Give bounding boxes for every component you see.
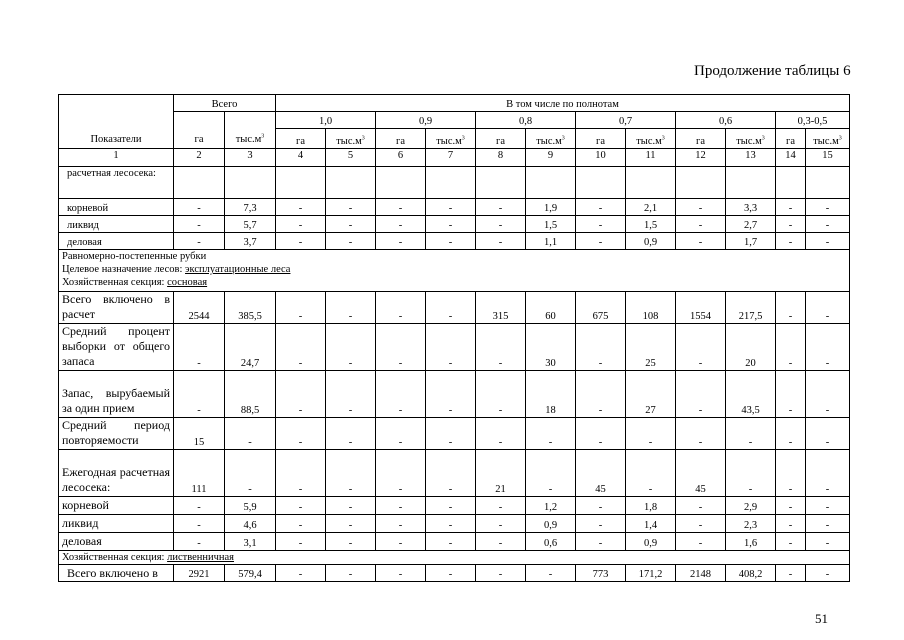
table-cell: 579,4 [225, 565, 276, 582]
table-cell: - [806, 533, 850, 551]
table-cell [426, 167, 476, 199]
header-unit-vol: $тыс.м^3$ [726, 129, 776, 149]
header-unit-vol: $тыс.м^3$ [626, 129, 676, 149]
table-cell: 0,9 [526, 515, 576, 533]
table-cell: - [174, 233, 225, 250]
table-cell: - [326, 233, 376, 250]
column-number: 8 [476, 149, 526, 167]
table-row [59, 533, 850, 551]
table-cell: 2,7 [726, 216, 776, 233]
table-cell: - [576, 497, 626, 515]
table-cell: - [326, 216, 376, 233]
table-cell: 675 [576, 292, 626, 324]
table-cell: 3,1 [225, 533, 276, 551]
section-header-2-text: Хозяйственная секция: лиственничная [59, 551, 850, 565]
table-cell: - [476, 324, 526, 371]
row-label: расчетная лесосека: [59, 167, 174, 199]
table-cell: - [326, 418, 376, 450]
row-label: Запас, вырубаемый за один прием [59, 371, 174, 418]
row-label: деловая [59, 533, 174, 551]
table-cell: - [806, 324, 850, 371]
table-cell: - [326, 515, 376, 533]
table-cell: 2148 [676, 565, 726, 582]
table-row [59, 292, 850, 324]
table-cell: 4,6 [225, 515, 276, 533]
header-total-ha: га [174, 112, 225, 149]
table-cell: 20 [726, 324, 776, 371]
table-cell: - [174, 371, 225, 418]
row-label: Средний процент выборки от общего запаса [59, 324, 174, 371]
table-cell: - [426, 515, 476, 533]
header-density-6: 0,3-0,5 [776, 112, 850, 129]
table-cell: 217,5 [726, 292, 776, 324]
header-total-vol: $тыс.м^3$ [225, 112, 276, 149]
column-number: 15 [806, 149, 850, 167]
column-number: 12 [676, 149, 726, 167]
header-by-density: В том числе по полнотам [276, 95, 850, 112]
table-cell [726, 167, 776, 199]
table-cell: - [174, 515, 225, 533]
table-cell: - [225, 418, 276, 450]
column-number: 2 [174, 149, 225, 167]
header-unit-vol: $тыс.м^3$ [806, 129, 850, 149]
table-cell [225, 167, 276, 199]
column-number: 6 [376, 149, 426, 167]
table-cell: 1,9 [526, 199, 576, 216]
row-label: деловая [59, 233, 174, 250]
table-cell: - [726, 450, 776, 497]
column-number: 7 [426, 149, 476, 167]
header-unit-ha: га [676, 129, 726, 149]
table-cell: 2544 [174, 292, 225, 324]
table-cell: 24,7 [225, 324, 276, 371]
table-cell: 385,5 [225, 292, 276, 324]
table-cell: - [376, 450, 426, 497]
table-cell: - [376, 418, 426, 450]
table-cell: 1,4 [626, 515, 676, 533]
table-cell: - [376, 533, 426, 551]
table-cell: - [326, 450, 376, 497]
table-cell: 60 [526, 292, 576, 324]
column-number: 11 [626, 149, 676, 167]
table-cell: 2,9 [726, 497, 776, 515]
table-cell [526, 167, 576, 199]
table-cell: - [676, 371, 726, 418]
table-cell: 1,8 [626, 497, 676, 515]
table-cell: 315 [476, 292, 526, 324]
table-cell [276, 167, 326, 199]
table-cell: - [726, 418, 776, 450]
table-cell: 108 [626, 292, 676, 324]
table-row [59, 233, 850, 250]
header-density-4: 0,7 [576, 112, 676, 129]
table-cell: 2,1 [626, 199, 676, 216]
table-cell: - [776, 324, 806, 371]
table-cell: - [576, 418, 626, 450]
table-cell: - [576, 324, 626, 371]
table-cell: 27 [626, 371, 676, 418]
table-cell: - [376, 324, 426, 371]
section-header-1-text: Равномерно-постепенные рубки Целевое назначение лесов: эксплуатационные леса Хозяйственная секция: сосновая [59, 250, 850, 292]
table-cell: - [676, 533, 726, 551]
table-cell: - [276, 216, 326, 233]
table-cell: - [776, 533, 806, 551]
table-cell: - [174, 199, 225, 216]
table-cell: - [776, 515, 806, 533]
header-row-densities [59, 112, 850, 129]
table-cell: 7,3 [225, 199, 276, 216]
table-cell: - [376, 216, 426, 233]
table-cell: - [426, 371, 476, 418]
table-cell: - [426, 418, 476, 450]
table-cell: - [376, 199, 426, 216]
section-header-2 [59, 551, 850, 565]
table-cell: 18 [526, 371, 576, 418]
table-cell: - [426, 292, 476, 324]
table-cell [326, 167, 376, 199]
table-cell: 88,5 [225, 371, 276, 418]
row-label: Всего включено в [59, 565, 174, 582]
table-cell: 1,6 [726, 533, 776, 551]
table-cell: - [276, 199, 326, 216]
table-row [59, 565, 850, 582]
row-label: Всего включено в расчет [59, 292, 174, 324]
table-cell: - [376, 515, 426, 533]
table-cell: 45 [576, 450, 626, 497]
table-cell: - [626, 418, 676, 450]
table-cell: - [676, 418, 726, 450]
header-indicators: Показатели [59, 95, 174, 149]
table-cell: - [576, 515, 626, 533]
header-density-2: 0,9 [376, 112, 476, 129]
table-row [59, 324, 850, 371]
forest-density-table [58, 94, 850, 582]
table-cell: - [676, 324, 726, 371]
table-cell: - [476, 418, 526, 450]
table-cell: - [676, 216, 726, 233]
table-cell: 111 [174, 450, 225, 497]
table-cell: - [276, 371, 326, 418]
row-label: Средний период повторяемости [59, 418, 174, 450]
table-cell: - [676, 233, 726, 250]
table-cell [626, 167, 676, 199]
table-row [59, 199, 850, 216]
table-row [59, 450, 850, 497]
table-cell: - [476, 565, 526, 582]
table-cell: - [476, 216, 526, 233]
table-cell: - [376, 233, 426, 250]
table-cell: 171,2 [626, 565, 676, 582]
table-row [59, 167, 850, 199]
table-cell: - [276, 497, 326, 515]
table-cell: - [276, 565, 326, 582]
table-cell: 25 [626, 324, 676, 371]
table-cell: - [426, 324, 476, 371]
table-cell: - [806, 233, 850, 250]
table-cell: - [426, 565, 476, 582]
table-cell: 3,7 [225, 233, 276, 250]
table-cell: - [676, 497, 726, 515]
column-number: 9 [526, 149, 576, 167]
table-cell: - [806, 292, 850, 324]
table-cell: - [276, 515, 326, 533]
table-cell: - [326, 497, 376, 515]
table-cell: - [225, 450, 276, 497]
table-cell: 21 [476, 450, 526, 497]
table-cell: 5,7 [225, 216, 276, 233]
table-cell: - [376, 292, 426, 324]
table-cell: - [776, 216, 806, 233]
table-cell: 5,9 [225, 497, 276, 515]
table-cell: - [476, 497, 526, 515]
row-label: ликвид [59, 216, 174, 233]
header-row-column-numbers [59, 149, 850, 167]
table-cell: - [426, 450, 476, 497]
header-unit-vol: $тыс.м^3$ [326, 129, 376, 149]
table-cell: - [776, 292, 806, 324]
column-number: 14 [776, 149, 806, 167]
table-cell: - [326, 565, 376, 582]
table-cell: - [476, 533, 526, 551]
table-cell: - [276, 418, 326, 450]
column-number: 5 [326, 149, 376, 167]
column-number: 4 [276, 149, 326, 167]
table-cell [174, 167, 225, 199]
table-cell: - [676, 199, 726, 216]
table-cell: 15 [174, 418, 225, 450]
row-label: корневой [59, 199, 174, 216]
table-cell [676, 167, 726, 199]
table-cell: 45 [676, 450, 726, 497]
table-cell: 1,5 [626, 216, 676, 233]
table-cell: - [174, 216, 225, 233]
table-cell: - [476, 371, 526, 418]
table-cell: - [276, 292, 326, 324]
table-cell: 1554 [676, 292, 726, 324]
table-cell: - [326, 371, 376, 418]
section-header-1 [59, 250, 850, 292]
row-label: Ежегодная расчетная лесосека: [59, 450, 174, 497]
table-row [59, 418, 850, 450]
table-cell: - [426, 199, 476, 216]
table-row [59, 515, 850, 533]
table-caption: Продолжение таблицы 6 [694, 63, 851, 79]
table-cell: 773 [576, 565, 626, 582]
column-number: 1 [59, 149, 174, 167]
table-cell: - [776, 565, 806, 582]
table-cell: - [776, 497, 806, 515]
row-label: корневой [59, 497, 174, 515]
table-cell: 0,6 [526, 533, 576, 551]
header-total: Всего [174, 95, 276, 112]
header-density-5: 0,6 [676, 112, 776, 129]
table-cell: - [776, 233, 806, 250]
header-unit-ha: га [276, 129, 326, 149]
table-cell: - [626, 450, 676, 497]
header-unit-ha: га [476, 129, 526, 149]
header-unit-ha: га [776, 129, 806, 149]
column-number: 10 [576, 149, 626, 167]
table-cell: - [276, 450, 326, 497]
table-cell: - [576, 216, 626, 233]
table-cell: - [426, 233, 476, 250]
header-density-3: 0,8 [476, 112, 576, 129]
row-label: ликвид [59, 515, 174, 533]
header-row-1 [59, 95, 850, 112]
table-cell: - [776, 199, 806, 216]
table-cell: - [276, 324, 326, 371]
table-cell: 43,5 [726, 371, 776, 418]
table-cell: 1,7 [726, 233, 776, 250]
table-cell: - [806, 371, 850, 418]
table-cell: - [326, 324, 376, 371]
column-number: 3 [225, 149, 276, 167]
table-cell: - [806, 565, 850, 582]
table-cell: - [576, 371, 626, 418]
table-cell: - [426, 216, 476, 233]
table-cell [776, 167, 806, 199]
table-cell: - [174, 533, 225, 551]
table-cell: - [276, 533, 326, 551]
table-cell: - [776, 371, 806, 418]
table-cell: - [326, 199, 376, 216]
table-cell: - [476, 233, 526, 250]
table-cell [576, 167, 626, 199]
table-cell: 1,2 [526, 497, 576, 515]
header-unit-ha: га [376, 129, 426, 149]
header-density-1: 1,0 [276, 112, 376, 129]
page-number: 51 [815, 611, 828, 626]
table-row [59, 497, 850, 515]
table-cell: - [806, 515, 850, 533]
table-cell: - [526, 450, 576, 497]
table-cell: 2921 [174, 565, 225, 582]
table-cell: - [426, 497, 476, 515]
table-cell [806, 167, 850, 199]
table-cell: - [526, 418, 576, 450]
table-cell: - [776, 418, 806, 450]
table-cell: - [376, 565, 426, 582]
table-cell: - [174, 324, 225, 371]
table-cell [376, 167, 426, 199]
header-unit-vol: $тыс.м^3$ [526, 129, 576, 149]
table-cell: 0,9 [626, 533, 676, 551]
table-cell: - [376, 371, 426, 418]
table-cell: - [806, 450, 850, 497]
table-row [59, 216, 850, 233]
table-cell: - [326, 292, 376, 324]
table-cell: 408,2 [726, 565, 776, 582]
table-cell: - [476, 515, 526, 533]
table-cell: - [174, 497, 225, 515]
table-cell: 2,3 [726, 515, 776, 533]
table-row [59, 371, 850, 418]
table-cell [476, 167, 526, 199]
column-number: 13 [726, 149, 776, 167]
table-cell: - [426, 533, 476, 551]
table-cell: 1,1 [526, 233, 576, 250]
header-unit-vol: $тыс.м^3$ [426, 129, 476, 149]
table-cell: - [376, 497, 426, 515]
table-cell: - [476, 199, 526, 216]
table-cell: 30 [526, 324, 576, 371]
table-cell: - [526, 565, 576, 582]
table-cell: - [326, 533, 376, 551]
table-cell: - [806, 199, 850, 216]
table-cell: - [576, 199, 626, 216]
table-cell: 3,3 [726, 199, 776, 216]
table-cell: - [806, 497, 850, 515]
table-cell: - [576, 233, 626, 250]
table-cell: - [676, 515, 726, 533]
table-cell: 0,9 [626, 233, 676, 250]
table-cell: - [576, 533, 626, 551]
header-unit-ha: га [576, 129, 626, 149]
table-cell: 1,5 [526, 216, 576, 233]
table-cell: - [806, 418, 850, 450]
table-cell: - [276, 233, 326, 250]
table-cell: - [776, 450, 806, 497]
table-cell: - [806, 216, 850, 233]
